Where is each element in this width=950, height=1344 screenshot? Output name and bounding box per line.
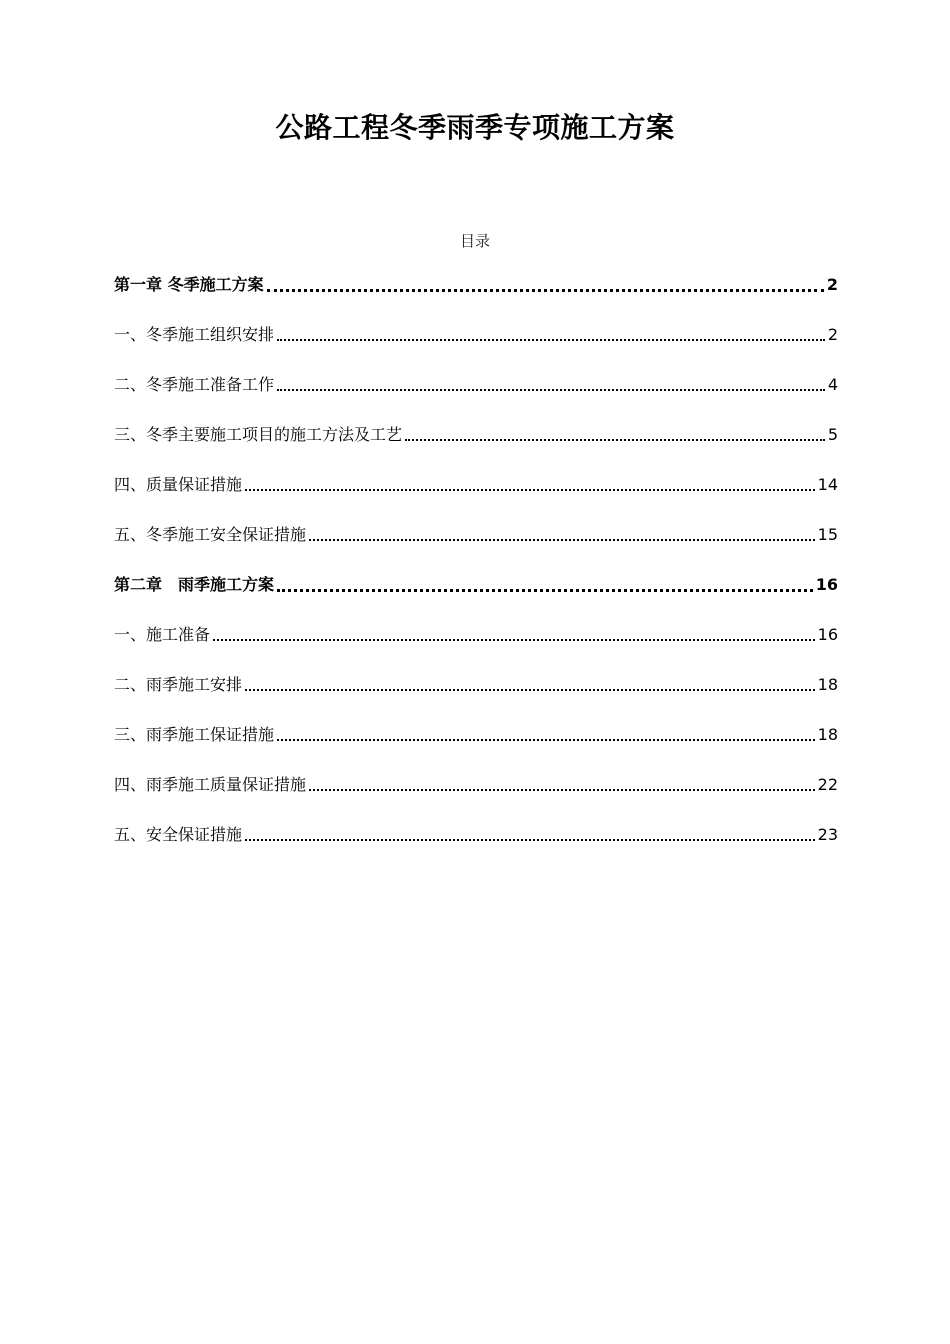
toc-entry-safety[interactable] — [114, 822, 838, 848]
toc-entry-winter-organization[interactable] — [114, 322, 838, 348]
toc-entry-page: 16 — [817, 625, 838, 644]
toc-dot-leader — [245, 689, 815, 691]
toc-heading: 目录 — [459, 232, 490, 250]
toc-entry-label: 二、雨季施工安排 — [114, 675, 243, 694]
toc-entry-winter-preparation[interactable] — [114, 372, 838, 398]
toc-entry-page: 4 — [827, 375, 838, 394]
toc-entry-page: 15 — [817, 525, 838, 544]
toc-entry-winter-methods[interactable] — [114, 422, 838, 448]
toc-entry-chapter-1[interactable] — [114, 272, 838, 298]
toc-dot-leader — [267, 289, 824, 292]
toc-entry-page: 5 — [827, 425, 838, 444]
toc-entry-label: 第一章 冬季施工方案 — [114, 275, 264, 294]
toc-entry-construction-preparation[interactable] — [114, 622, 838, 648]
toc-entry-rainy-arrangement[interactable] — [114, 672, 838, 698]
toc-dot-leader — [277, 339, 825, 341]
toc-dot-leader — [277, 389, 825, 391]
toc-entry-quality-assurance[interactable] — [114, 472, 838, 498]
toc-entry-label: 一、冬季施工组织安排 — [114, 325, 275, 344]
toc-dot-leader — [309, 539, 815, 541]
toc-entry-page: 14 — [817, 475, 838, 494]
toc-entry-chapter-2[interactable] — [114, 572, 838, 598]
toc-dot-leader — [245, 839, 815, 841]
toc-entry-rainy-guarantee[interactable] — [114, 722, 838, 748]
toc-entry-label: 四、质量保证措施 — [114, 475, 243, 494]
toc-entry-label: 二、冬季施工准备工作 — [114, 375, 275, 394]
toc-entry-page: 18 — [817, 675, 838, 694]
toc-dot-leader — [245, 489, 815, 491]
toc-entry-label: 一、施工准备 — [114, 625, 211, 644]
toc-dot-leader — [277, 589, 813, 592]
toc-dot-leader — [213, 639, 815, 641]
toc-entry-label: 五、安全保证措施 — [114, 825, 243, 844]
toc-entry-rainy-quality[interactable] — [114, 772, 838, 798]
toc-entry-label: 第二章 雨季施工方案 — [114, 575, 275, 594]
toc-entry-page: 22 — [817, 775, 838, 794]
toc-entry-page: 2 — [827, 325, 838, 344]
toc-entry-label: 四、雨季施工质量保证措施 — [114, 775, 307, 794]
toc-entry-label: 三、冬季主要施工项目的施工方法及工艺 — [114, 425, 403, 444]
document-title: 公路工程冬季雨季专项施工方案 — [275, 111, 675, 144]
toc-dot-leader — [277, 739, 815, 741]
toc-entry-label: 五、冬季施工安全保证措施 — [114, 525, 307, 544]
toc-entry-page: 23 — [817, 825, 838, 844]
toc-entry-page: 16 — [815, 575, 838, 594]
toc-entry-page: 18 — [817, 725, 838, 744]
toc-dot-leader — [309, 789, 815, 791]
toc-entry-page: 2 — [826, 275, 838, 294]
toc-entry-winter-safety[interactable] — [114, 522, 838, 548]
toc-dot-leader — [405, 439, 825, 441]
toc-entry-label: 三、雨季施工保证措施 — [114, 725, 275, 744]
